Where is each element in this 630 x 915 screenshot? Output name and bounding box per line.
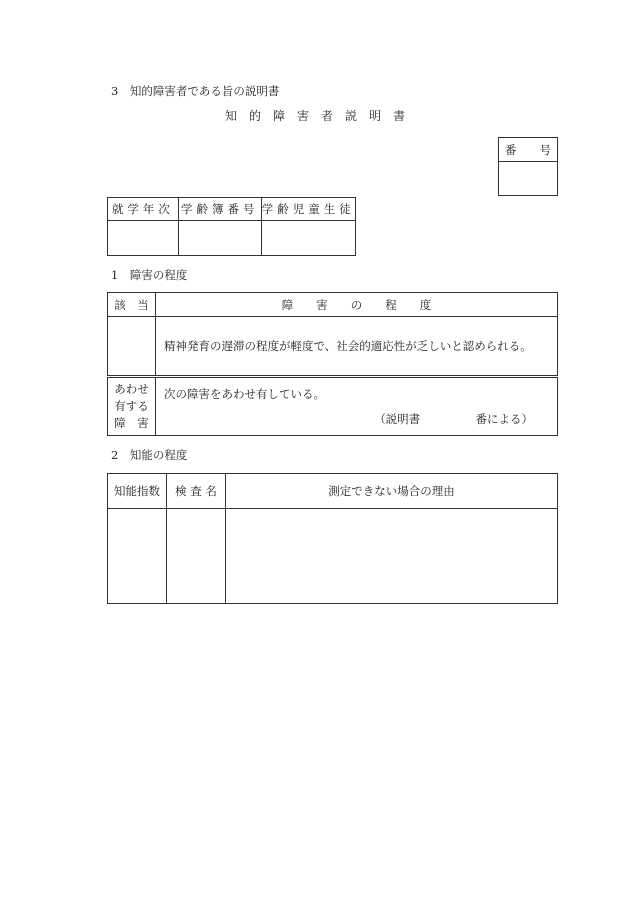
applicable-cell[interactable] — [108, 317, 156, 377]
section1-title: 1 障害の程度 — [111, 268, 188, 282]
document-heading: 3 知的障害者である旨の説明書 — [111, 84, 280, 98]
reason-cell[interactable] — [226, 509, 558, 604]
school-child-header: 学齢児童生徒 — [261, 198, 355, 221]
school-child-cell[interactable] — [261, 221, 355, 256]
combined-text: 次の障害をあわせ有している。 — [164, 387, 325, 401]
disability-degree-table — [107, 292, 558, 436]
school-year-cell[interactable] — [108, 221, 179, 256]
reference-note — [374, 411, 533, 427]
school-year-header: 就学年次 — [108, 198, 179, 221]
register-number-header: 学齢簿番号 — [178, 198, 261, 221]
combined-label — [108, 377, 156, 436]
combined-label-line-1: あわせ — [114, 382, 149, 396]
combined-disability-cell[interactable] — [156, 377, 558, 436]
number-box — [498, 137, 558, 196]
reference-prefix: （説明書 — [374, 412, 421, 426]
test-name-header: 検 査 名 — [167, 474, 226, 509]
iq-header: 知能指数 — [108, 474, 167, 509]
iq-cell[interactable] — [108, 509, 167, 604]
reason-header: 測定できない場合の理由 — [226, 474, 558, 509]
test-name-cell[interactable] — [167, 509, 226, 604]
register-number-cell[interactable] — [178, 221, 261, 256]
combined-label-line-2: 有する — [114, 399, 149, 413]
number-value[interactable] — [499, 162, 558, 196]
applicable-header: 該 当 — [108, 293, 156, 317]
reference-suffix: 番による） — [475, 412, 533, 426]
school-info-table — [107, 197, 356, 256]
number-label: 番 号 — [499, 138, 558, 162]
intelligence-table — [107, 473, 558, 604]
section2-title: 2 知能の程度 — [111, 448, 188, 462]
degree-header: 障 害 の 程 度 — [156, 293, 558, 317]
document-title: 知 的 障 害 者 説 明 書 — [224, 109, 405, 123]
degree-text: 精神発育の遅滞の程度が軽度で、社会的適応性が乏しいと認められる。 — [156, 317, 558, 377]
combined-label-line-3: 障 害 — [114, 416, 149, 430]
